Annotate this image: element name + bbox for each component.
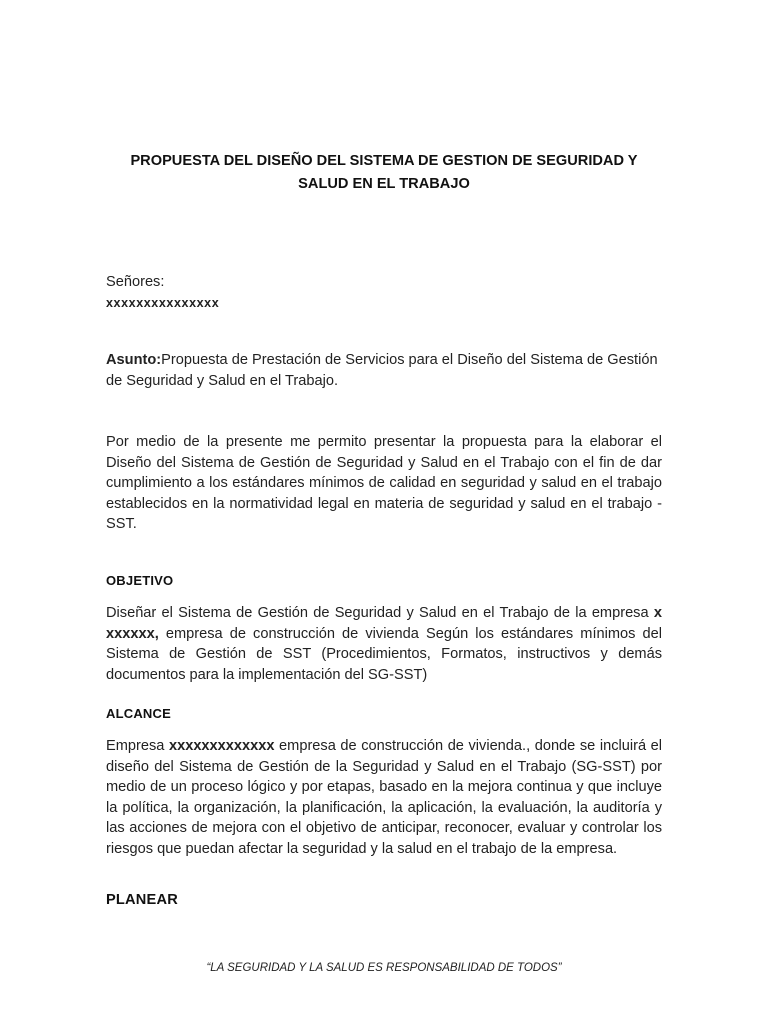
objective-text-after: empresa de construcción de vivienda Según los estándares mínimos del Sistema de Gestión de SST (Procedimientos, Formatos, instructivos y demás documentos para la implementación del SG-SST) bbox=[106, 625, 662, 683]
scope-text-before: Empresa bbox=[106, 738, 169, 754]
objective-paragraph bbox=[106, 603, 662, 685]
intro-paragraph: Por medio de la presente me permito presentar la propuesta para la elaborar el Diseño del Sistema de Gestión de Seguridad y Salud en el Trabajo con el fin de dar cumplimiento a los estándares mínimos de calidad en seguridad y salud en el trabajo establecidos en la normatividad legal en materia de seguridad y salud en el trabajo - SST. bbox=[106, 434, 662, 532]
subject-label: Asunto: bbox=[106, 352, 162, 368]
plan-heading: PLANEAR bbox=[106, 892, 178, 908]
recipient-block bbox=[106, 272, 662, 313]
recipient-name: xxxxxxxxxxxxxxx bbox=[106, 295, 220, 310]
title-line-2: SALUD EN EL TRABAJO bbox=[298, 176, 470, 192]
title-line-1: PROPUESTA DEL DISEÑO DEL SISTEMA DE GESTION DE SEGURIDAD Y bbox=[130, 153, 638, 169]
scope-heading: ALCANCE bbox=[106, 706, 171, 721]
footer-motto: “LA SEGURIDAD Y LA SALUD ES RESPONSABILIDAD DE TODOS” bbox=[206, 962, 562, 974]
subject-text: Propuesta de Prestación de Servicios para el Diseño del Sistema de Gestión de Seguridad y Salud en el Trabajo. bbox=[106, 352, 658, 389]
salutation: Señores: bbox=[106, 274, 165, 290]
subject-paragraph bbox=[106, 350, 662, 391]
document-title bbox=[100, 150, 668, 196]
objective-text-before: Diseñar el Sistema de Gestión de Seguridad y Salud en el Trabajo de la empresa bbox=[106, 605, 654, 621]
objective-heading: OBJETIVO bbox=[106, 573, 174, 588]
objective-company: x xxxxxx, bbox=[106, 605, 662, 642]
scope-text-after: empresa de construcción de vivienda., donde se incluirá el diseño del Sistema de Gestión de la Seguridad y Salud en el Trabajo (SG-SST) por medio de un proceso lógico y por etapas, basado en la mejora continua y que incluye la política, la organización, la planificación, la aplicación, la evaluación, la auditoría y las acciones de mejora con el objetivo de anticipar, reconocer, evaluar y controlar los riesgos que puedan afectar la seguridad y la salud en el trabajo de la empresa. bbox=[106, 738, 662, 857]
scope-paragraph bbox=[106, 736, 662, 859]
scope-company: xxxxxxxxxxxxx bbox=[168, 738, 275, 754]
